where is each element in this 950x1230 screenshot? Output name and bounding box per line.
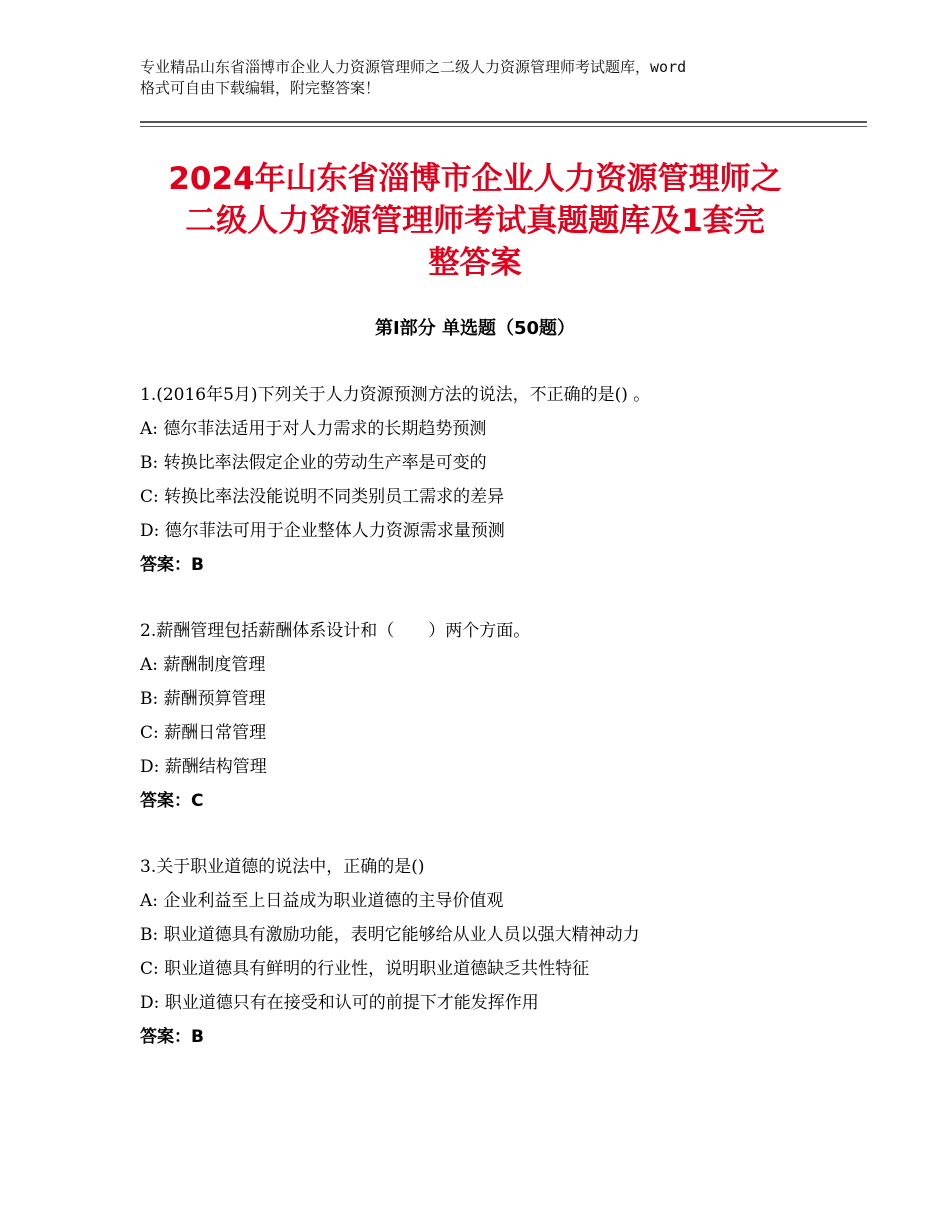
answer: 答案：B [140, 555, 204, 575]
option-b: B: 薪酬预算管理 [140, 689, 266, 709]
question-3 [140, 850, 870, 1054]
option-a: A: 德尔菲法适用于对人力需求的长期趋势预测 [140, 419, 487, 439]
question-1 [140, 378, 870, 582]
title-line-3: 整答案 [428, 245, 522, 281]
header-note-line-2: 格式可自由下载编辑，附完整答案！ [140, 79, 381, 97]
question-stem: 3.关于职业道德的说法中，正确的是() [140, 857, 425, 877]
option-a: A: 薪酬制度管理 [140, 655, 266, 675]
question-2 [140, 614, 870, 818]
answer: 答案：C [140, 791, 204, 811]
option-d: D: 德尔菲法可用于企业整体人力资源需求量预测 [140, 521, 505, 541]
option-a: A: 企业利益至上日益成为职业道德的主导价值观 [140, 891, 504, 911]
answer: 答案：B [140, 1027, 204, 1047]
question-list [140, 378, 870, 1086]
option-b: B: 职业道德具有激励功能，表明它能够给从业人员以强大精神动力 [140, 925, 640, 945]
option-d: D: 薪酬结构管理 [140, 757, 267, 777]
section-heading: 第Ⅰ部分 单选题（50题） [374, 318, 575, 339]
option-c: C: 职业道德具有鲜明的行业性，说明职业道德缺乏共性特征 [140, 959, 590, 979]
title-line-2: 二级人力资源管理师考试真题题库及1套完 [185, 203, 765, 239]
document-title [110, 158, 840, 284]
option-d: D: 职业道德只有在接受和认可的前提下才能发挥作用 [140, 993, 539, 1013]
header-note-line-1: 专业精品山东省淄博市企业人力资源管理师之二级人力资源管理师考试题库，word [140, 58, 687, 76]
title-line-1: 2024年山东省淄博市企业人力资源管理师之 [168, 161, 782, 197]
option-c: C: 薪酬日常管理 [140, 723, 267, 743]
option-b: B: 转换比率法假定企业的劳动生产率是可变的 [140, 453, 487, 473]
option-c: C: 转换比率法没能说明不同类别员工需求的差异 [140, 487, 505, 507]
question-stem: 1.(2016年5月)下列关于人力资源预测方法的说法，不正确的是() 。 [140, 385, 651, 405]
header-divider [140, 121, 867, 127]
header-note [140, 57, 830, 99]
question-stem: 2.薪酬管理包括薪酬体系设计和（ ）两个方面。 [140, 621, 531, 641]
